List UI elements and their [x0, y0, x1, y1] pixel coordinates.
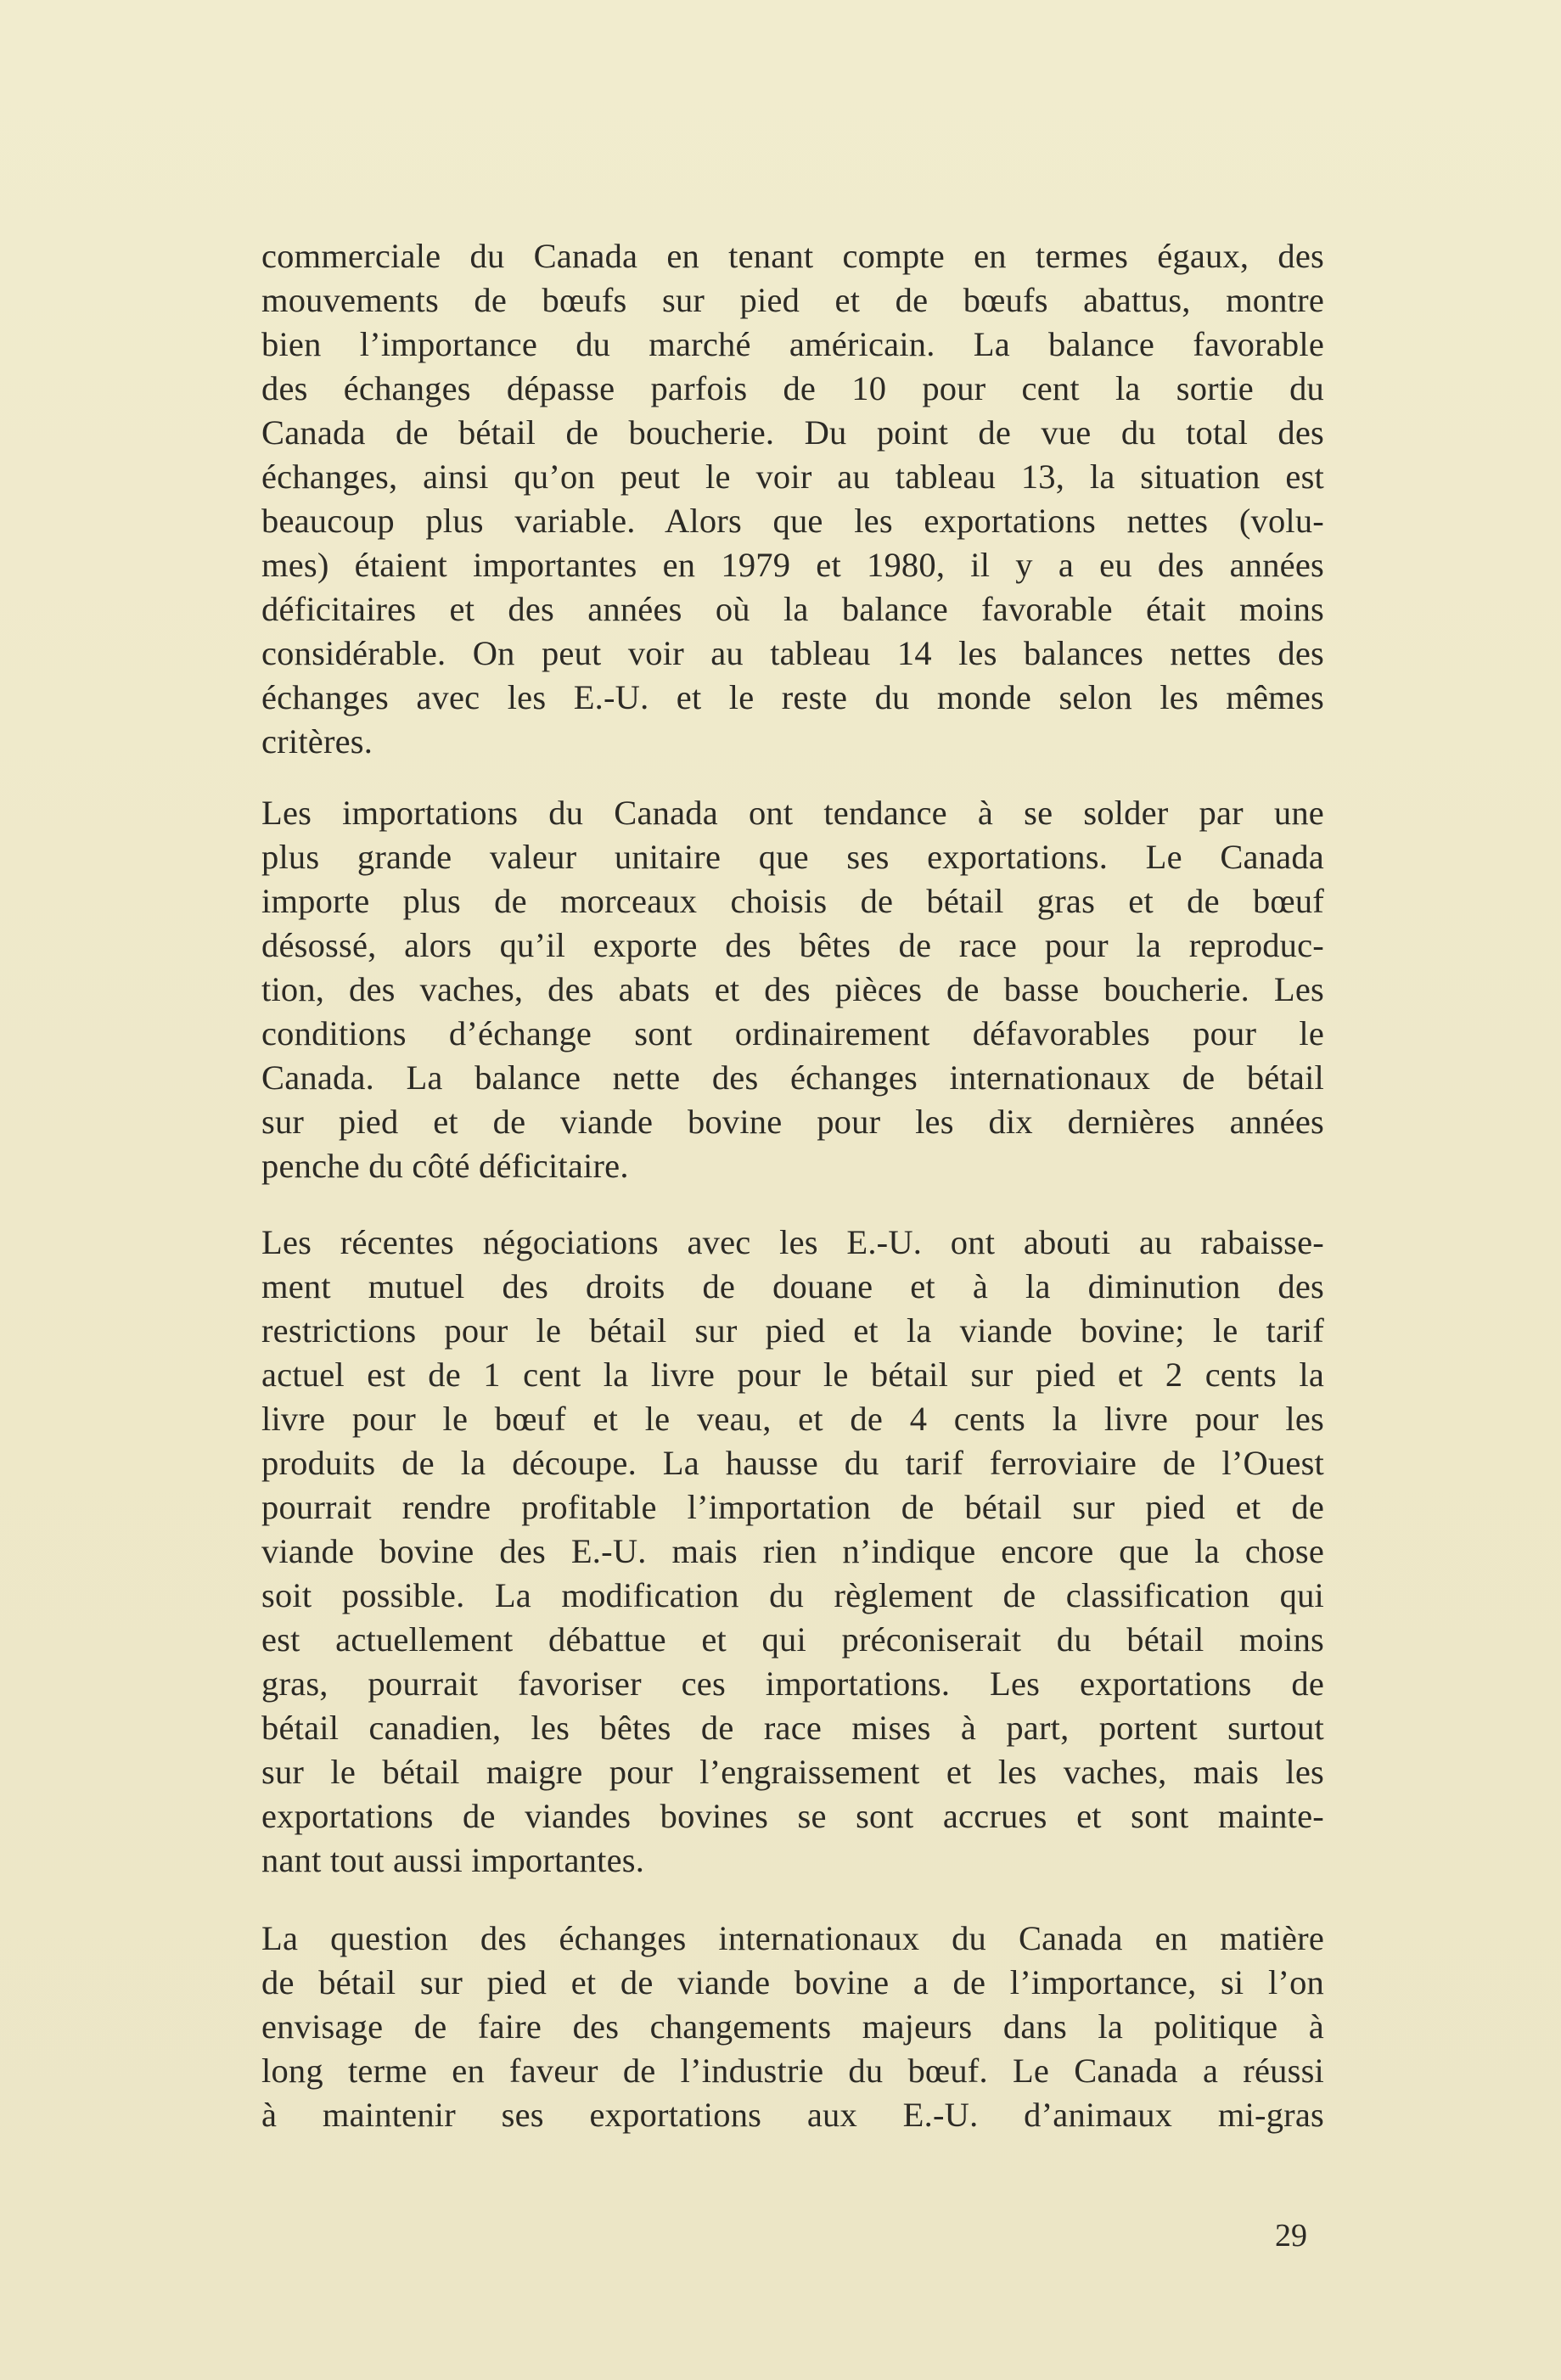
text-line: pourrait rendre profitable l’importation de bétail sur pied et de: [261, 1488, 1324, 1526]
paragraph-4: [261, 1917, 1324, 2137]
text-line: long terme en faveur de l’industrie du bœuf. Le Canada a réussi: [261, 2052, 1324, 2090]
text-line: conditions d’échange sont ordinairement défavorables pour le: [261, 1014, 1324, 1052]
text-line: considérable. On peut voir au tableau 14 les balances nettes des: [261, 634, 1324, 672]
page-number: 29: [1275, 2218, 1307, 2254]
text-line: tion, des vaches, des abats et des pièces de basse boucherie. Les: [261, 970, 1324, 1008]
text-line: Les récentes négociations avec les E.-U. ont abouti au rabaisse-: [261, 1223, 1324, 1261]
text-line: à maintenir ses exportations aux E.-U. d’animaux mi-gras: [261, 2096, 1324, 2134]
text-line: Les importations du Canada ont tendance à se solder par une: [261, 794, 1324, 832]
text-line: La question des échanges internationaux du Canada en matière: [261, 1919, 1324, 1957]
text-line: beaucoup plus variable. Alors que les exportations nettes (volu-: [261, 502, 1324, 540]
text-line: importe plus de morceaux choisis de bétail gras et de bœuf: [261, 882, 1324, 920]
paragraph-1: [261, 234, 1324, 764]
text-line: livre pour le bœuf et le veau, et de 4 cents la livre pour les: [261, 1400, 1324, 1438]
text-line: sur le bétail maigre pour l’engraissement et les vaches, mais les: [261, 1753, 1324, 1791]
text-line: exportations de viandes bovines se sont accrues et sont mainte-: [261, 1797, 1324, 1835]
text-line: mouvements de bœufs sur pied et de bœufs abattus, montre: [261, 281, 1324, 319]
text-line: mes) étaient importantes en 1979 et 1980, il y a eu des années: [261, 546, 1324, 584]
text-line: désossé, alors qu’il exporte des bêtes de race pour la reproduc-: [261, 926, 1324, 964]
text-line: sur pied et de viande bovine pour les dix dernières années: [261, 1103, 1324, 1141]
text-line: nant tout aussi importantes.: [261, 1841, 645, 1879]
text-line: de bétail sur pied et de viande bovine a de l’importance, si l’on: [261, 1963, 1324, 2001]
paragraph-2: [261, 791, 1324, 1188]
text-line: échanges, ainsi qu’on peut le voir au tableau 13, la situation est: [261, 457, 1324, 496]
text-line: bétail canadien, les bêtes de race mises à part, portent surtout: [261, 1709, 1324, 1747]
text-line: Canada. La balance nette des échanges internationaux de bétail: [261, 1058, 1324, 1097]
text-line: gras, pourrait favoriser ces importations. Les exportations de: [261, 1664, 1324, 1703]
text-line: actuel est de 1 cent la livre pour le bétail sur pied et 2 cents la: [261, 1356, 1324, 1394]
text-line: produits de la découpe. La hausse du tarif ferroviaire de l’Ouest: [261, 1444, 1324, 1482]
text-line: est actuellement débattue et qui préconiserait du bétail moins: [261, 1620, 1324, 1659]
text-line: envisage de faire des changements majeurs dans la politique à: [261, 2007, 1324, 2046]
text-line: commerciale du Canada en tenant compte en termes égaux, des: [261, 237, 1324, 275]
text-line: ment mutuel des droits de douane et à la diminution des: [261, 1267, 1324, 1305]
text-line: plus grande valeur unitaire que ses exportations. Le Canada: [261, 838, 1324, 876]
text-line: bien l’importance du marché américain. La balance favorable: [261, 325, 1324, 363]
text-line: des échanges dépasse parfois de 10 pour cent la sortie du: [261, 369, 1324, 407]
text-line: critères.: [261, 722, 373, 761]
text-line: restrictions pour le bétail sur pied et la viande bovine; le tarif: [261, 1311, 1324, 1350]
paragraph-3: [261, 1221, 1324, 1883]
text-line: échanges avec les E.-U. et le reste du monde selon les mêmes: [261, 678, 1324, 716]
text-line: viande bovine des E.-U. mais rien n’indique encore que la chose: [261, 1532, 1324, 1570]
text-line: Canada de bétail de boucherie. Du point de vue du total des: [261, 413, 1324, 452]
text-line: déficitaires et des années où la balance favorable était moins: [261, 590, 1324, 628]
text-line: penche du côté déficitaire.: [261, 1147, 629, 1185]
text-line: soit possible. La modification du règlement de classification qui: [261, 1576, 1324, 1614]
